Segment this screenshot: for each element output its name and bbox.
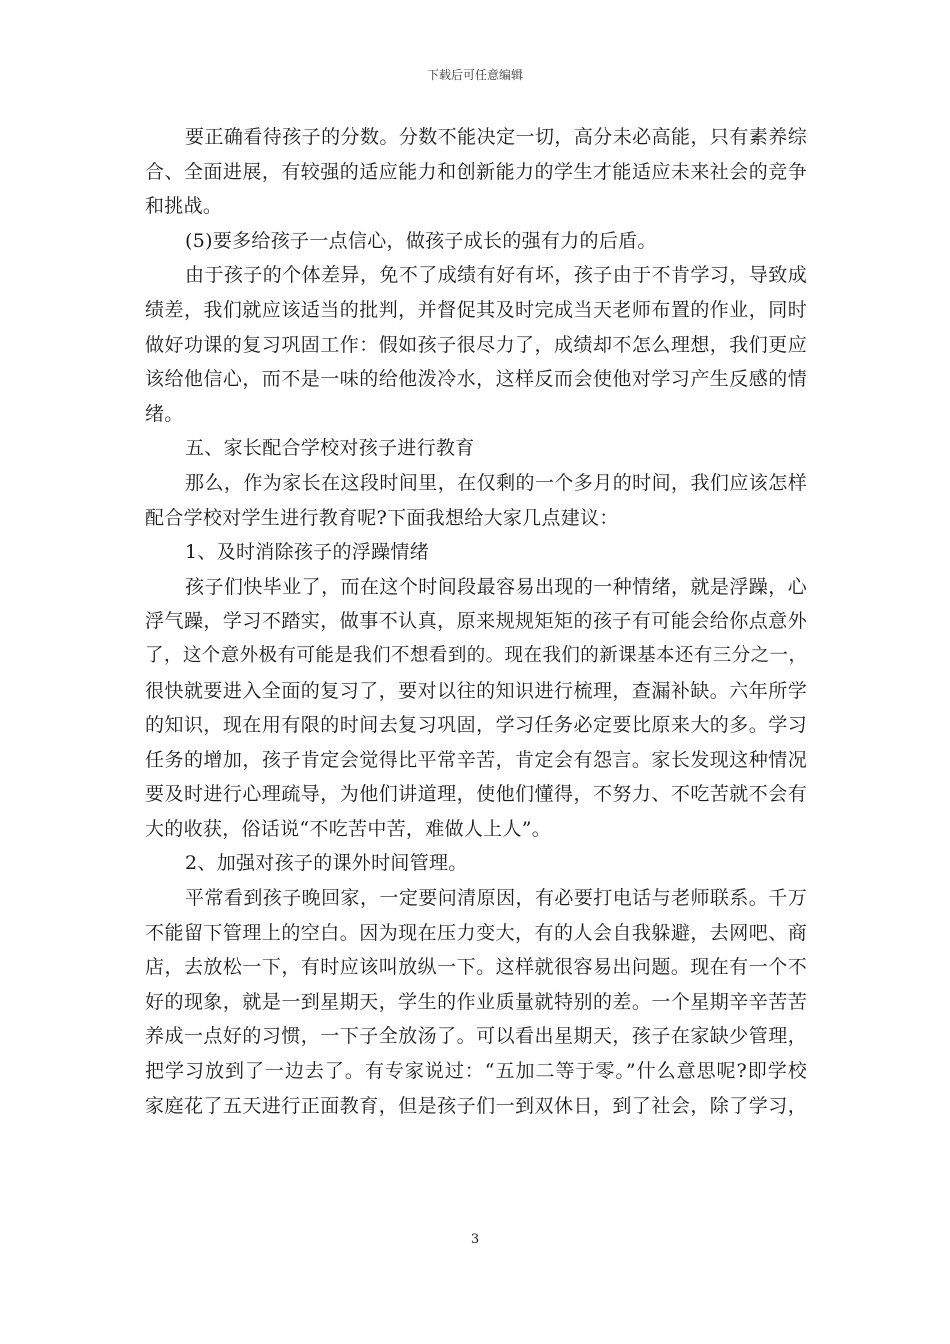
text-line: 那么，作为家长在这段时间里，在仅剩的一个多月的时间，我们应该怎样 xyxy=(185,471,807,494)
page-number: 3 xyxy=(470,1232,480,1247)
text-line: 要及时进行心理疏导，为他们讲道理，使他们懂得，不努力、不吃苦就不会有 xyxy=(145,783,807,806)
text-line: 做好功课的复习巩固工作：假如孩子很尽力了，成绩却不怎么理想，我们更应 xyxy=(145,333,807,356)
document-body xyxy=(145,120,807,1123)
text-line: 2、加强对孩子的课外时间管理。 xyxy=(185,852,468,875)
text-line: 不能留下管理上的空白。因为现在压力变大，有的人会自我躲避，去网吧、商 xyxy=(145,921,807,944)
text-line: 了，这个意外极有可能是我们不想看到的。现在我们的新课基本还有三分之一， xyxy=(145,644,807,666)
text-line: 的知识，现在用有限的时间去复习巩固，学习任务必定要比原来大的多。学习 xyxy=(145,714,807,737)
text-line: 家庭花了五天进行正面教育，但是孩子们一到双休日，到了社会，除了学习， xyxy=(145,1094,807,1117)
text-line: 绪。 xyxy=(145,402,184,425)
text-line: 浮气躁，学习不踏实，做事不认真，原来规规矩矩的孩子有可能会给你点意外 xyxy=(145,610,807,633)
text-line: 把学习放到了一边去了。有专家说过：“五加二等于零。”什么意思呢?即学校 xyxy=(145,1060,807,1083)
text-line: 平常看到孩子晚回家，一定要问清原因，有必要打电话与老师联系。千万 xyxy=(185,887,807,910)
text-line: 大的收获，俗话说“不吃苦中苦，难做人上人”。 xyxy=(145,817,552,840)
text-line: 养成一点好的习惯，一下子全放汤了。可以看出星期天，孩子在家缺少管理， xyxy=(145,1025,807,1048)
text-line: (5)要多给孩子一点信心，做孩子成长的强有力的后盾。 xyxy=(185,229,657,252)
text-line: 该给他信心，而不是一味的给他泼冷水，这样反而会使他对学习产生反感的情 xyxy=(145,368,807,391)
text-line: 好的现象，就是一到星期天，学生的作业质量就特别的差。一个星期辛辛苦苦 xyxy=(145,990,807,1013)
text-line: 五、家长配合学校对孩子进行教育 xyxy=(185,437,475,460)
text-line: 绩差，我们就应该适当的批判，并督促其及时完成当天老师布置的作业，同时 xyxy=(145,298,807,321)
text-line: 任务的增加，孩子肯定会觉得比平常辛苦，肯定会有怨言。家长发现这种情况 xyxy=(145,748,807,771)
text-line: 合、全面进展，有较强的适应能力和创新能力的学生才能适应未来社会的竞争 xyxy=(145,160,807,183)
text-line: 孩子们快毕业了，而在这个时间段最容易出现的一种情绪，就是浮躁，心 xyxy=(185,575,807,598)
page-header: 下载后可任意编辑 xyxy=(426,68,523,82)
text-line: 要正确看待孩子的分数。分数不能决定一切，高分未必高能，只有素养综 xyxy=(185,126,807,148)
text-line: 和挑战。 xyxy=(145,195,223,218)
text-line: 很快就要进入全面的复习了，要对以往的知识进行梳理，查漏补缺。六年所学 xyxy=(145,679,807,702)
text-line: 由于孩子的个体差异，免不了成绩有好有坏，孩子由于不肯学习，导致成 xyxy=(185,264,807,287)
text-line: 店，去放松一下，有时应该叫放纵一下。这样就很容易出问题。现在有一个不 xyxy=(145,956,807,979)
text-line: 1、及时消除孩子的浮躁情绪 xyxy=(185,541,429,564)
text-line: 配合学校对学生进行教育呢?下面我想给大家几点建议： xyxy=(145,506,619,529)
